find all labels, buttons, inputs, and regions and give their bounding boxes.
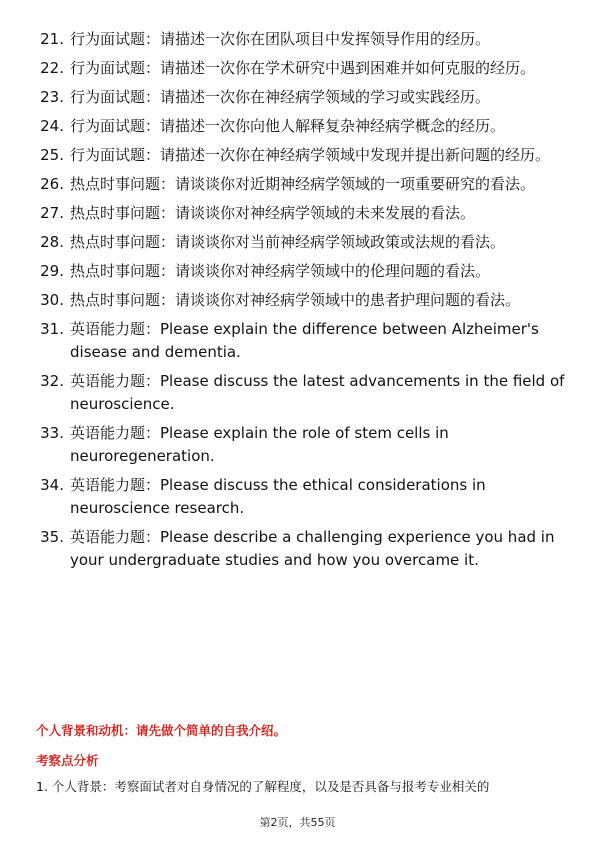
question-text: 行为面试题：请描述一次你在神经病学领域中发现并提出新问题的经历。	[70, 146, 551, 164]
question-number: 32.	[40, 372, 64, 390]
question-text: 热点时事问题：请谈谈你对当前神经病学领域政策或法规的看法。	[70, 233, 506, 251]
question-item	[30, 260, 565, 283]
question-item	[30, 526, 565, 572]
question-text: 热点时事问题：请谈谈你对神经病学领域中的伦理问题的看法。	[70, 262, 491, 280]
question-item	[30, 57, 565, 80]
question-number: 31.	[40, 320, 64, 338]
question-number: 34.	[40, 476, 64, 494]
question-text: 英语能力题：Please discuss the ethical considerations in neuroscience research.	[70, 476, 486, 517]
question-item	[30, 289, 565, 312]
question-number: 24.	[40, 117, 64, 135]
question-number: 27.	[40, 204, 64, 222]
question-text: 热点时事问题：请谈谈你对近期神经病学领域的一项重要研究的看法。	[70, 175, 536, 193]
question-item	[30, 202, 565, 225]
question-item	[30, 144, 565, 167]
question-number: 22.	[40, 59, 64, 77]
question-text: 行为面试题：请描述一次你向他人解释复杂神经病学概念的经历。	[70, 117, 506, 135]
question-list	[30, 28, 565, 578]
analysis-item: 1. 个人背景：考察面试者对自身情况的了解程度，以及是否具备与报考专业相关的	[36, 779, 490, 794]
question-text: 行为面试题：请描述一次你在团队项目中发挥领导作用的经历。	[70, 30, 491, 48]
question-number: 26.	[40, 175, 64, 193]
question-text: 行为面试题：请描述一次你在学术研究中遇到困难并如何克服的经历。	[70, 59, 536, 77]
question-item	[30, 86, 565, 109]
question-text: 热点时事问题：请谈谈你对神经病学领域的未来发展的看法。	[70, 204, 476, 222]
question-item	[30, 422, 565, 468]
question-text: 英语能力题：Please describe a challenging experience you had in your undergraduate studies and how you overcame it.	[70, 528, 555, 569]
question-item	[30, 318, 565, 364]
question-item	[30, 115, 565, 138]
question-number: 30.	[40, 291, 64, 309]
question-text: 英语能力题：Please discuss the latest advancements in the field of neuroscience.	[70, 372, 565, 413]
question-number: 29.	[40, 262, 64, 280]
question-item	[30, 370, 565, 416]
question-number: 23.	[40, 88, 64, 106]
page-footer: 第2页，共55页	[259, 816, 336, 829]
question-text: 英语能力题：Please explain the difference between Alzheimer's disease and dementia.	[70, 320, 539, 361]
section-title: 个人背景和动机：请先做个简单的自我介绍。	[36, 723, 287, 738]
question-item	[30, 231, 565, 254]
question-number: 35.	[40, 528, 64, 546]
question-text: 行为面试题：请描述一次你在神经病学领域的学习或实践经历。	[70, 88, 491, 106]
question-number: 33.	[40, 424, 64, 442]
question-number: 21.	[40, 30, 64, 48]
question-number: 25.	[40, 146, 64, 164]
question-text: 热点时事问题：请谈谈你对神经病学领域中的患者护理问题的看法。	[70, 291, 521, 309]
question-item	[30, 173, 565, 196]
section-subtitle: 考察点分析	[36, 753, 99, 768]
question-item	[30, 28, 565, 51]
question-item	[30, 474, 565, 520]
question-number: 28.	[40, 233, 64, 251]
question-text: 英语能力题：Please explain the role of stem cells in neuroregeneration.	[70, 424, 449, 465]
